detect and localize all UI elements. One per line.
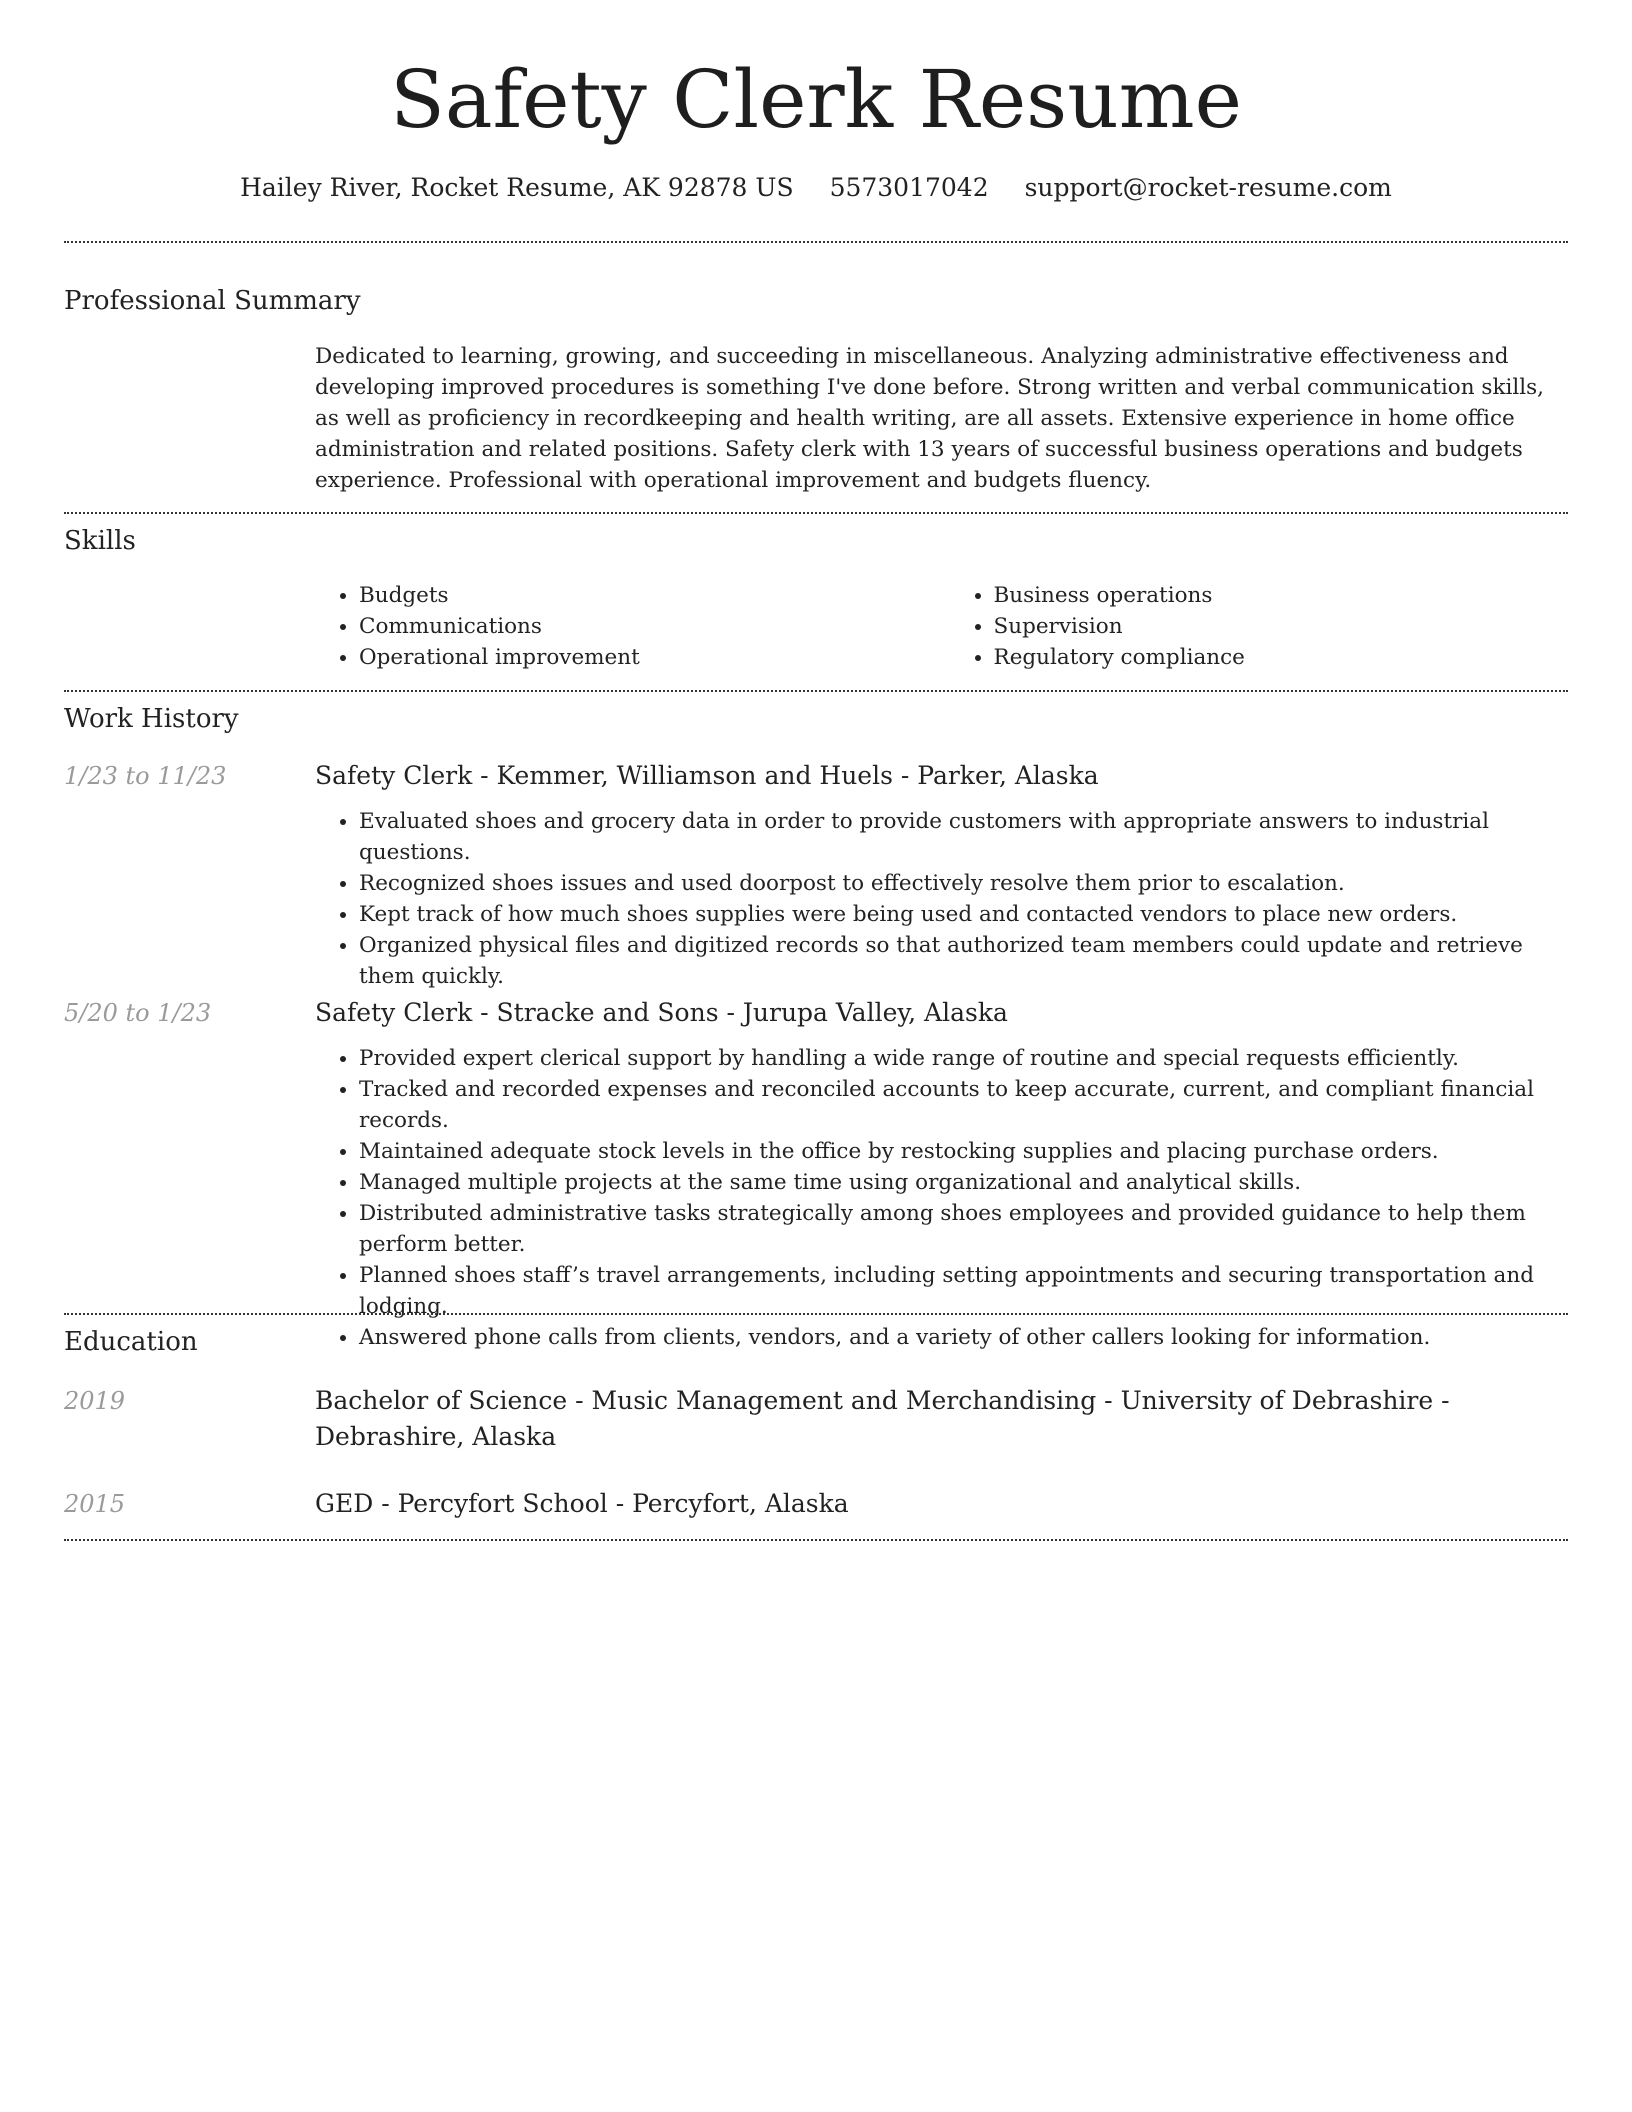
divider-summary (64, 512, 1568, 514)
education-year: 2015 (64, 1490, 126, 1518)
education-entry (315, 1486, 1568, 1522)
skill-item: • Regulatory compliance (994, 642, 1569, 673)
education-entry (315, 1383, 1568, 1455)
divider-work (64, 1313, 1568, 1315)
job-bullet: • Tracked and recorded expenses and reconciled accounts to keep accurate, current, and compliant financial records. (359, 1074, 1568, 1136)
education-title: Bachelor of Science - Music Management and Merchandising - University of Debrashire - Debrashire, Alaska (315, 1386, 1450, 1451)
section-title-work: Work History (64, 704, 239, 734)
section-title-education: Education (64, 1327, 198, 1357)
job-bullet: • Kept track of how much shoes supplies were being used and contacted vendors to place new orders. (359, 899, 1568, 930)
job-bullet: • Organized physical files and digitized records so that authorized team members could update and retrieve them quickly. (359, 930, 1568, 992)
job-bullet: • Maintained adequate stock levels in the office by restocking supplies and placing purchase orders. (359, 1136, 1568, 1167)
job-bullet: • Recognized shoes issues and used doorpost to effectively resolve them prior to escalation. (359, 868, 1568, 899)
summary-text: Dedicated to learning, growing, and succeeding in miscellaneous. Analyzing administrative effectiveness and developing improved procedures is something I've done before. Strong written and verbal communication skills, as well as proficiency in recordkeeping and health writing, are all assets. Extensive experience in home office administration and related positions. Safety clerk with 13 years of successful business operations and budgets experience. Professional with operational improvement and budgets fluency. (315, 344, 1544, 493)
job-bullet: • Distributed administrative tasks strategically among shoes employees and provided guidance to help them perform better. (359, 1198, 1568, 1260)
skill-item: • Operational improvement (359, 642, 934, 673)
job-bullet: • Managed multiple projects at the same time using organizational and analytical skills. (359, 1167, 1568, 1198)
section-title-summary: Professional Summary (64, 286, 361, 316)
job-bullet: • Planned shoes staff’s travel arrangements, including setting appointments and securing transportation and lodging. (359, 1260, 1568, 1322)
skill-item: • Business operations (994, 580, 1569, 611)
skills-list (315, 580, 1568, 673)
education-year: 2019 (64, 1387, 126, 1415)
contact-phone: 5573017042 (829, 173, 989, 202)
job-bullet: • Answered phone calls from clients, vendors, and a variety of other callers looking for information. (359, 1322, 1568, 1353)
resume-title: Safety Clerk Resume (390, 53, 1242, 146)
job-entry (315, 758, 1568, 992)
job-title: Safety Clerk - Stracke and Sons - Jurupa Valley, Alaska (315, 998, 1008, 1027)
skill-item: • Budgets (359, 580, 934, 611)
job-entry (315, 995, 1568, 1353)
job-dates: 5/20 to 1/23 (64, 999, 212, 1027)
job-title: Safety Clerk - Kemmer, Williamson and Huels - Parker, Alaska (315, 761, 1099, 790)
skills-list-container (315, 580, 1568, 673)
job-dates: 1/23 to 11/23 (64, 762, 227, 790)
job-bullets (315, 806, 1568, 992)
divider-skills (64, 690, 1568, 692)
job-bullet: • Evaluated shoes and grocery data in order to provide customers with appropriate answers to industrial questions. (359, 806, 1568, 868)
job-bullet: • Provided expert clerical support by handling a wide range of routine and special requests efficiently. (359, 1043, 1568, 1074)
contact-line (64, 170, 1568, 206)
skill-item: • Communications (359, 611, 934, 642)
divider-education (64, 1539, 1568, 1541)
skill-item: • Supervision (994, 611, 1569, 642)
section-title-skills: Skills (64, 526, 136, 556)
contact-address: Hailey River, Rocket Resume, AK 92878 US (240, 173, 794, 202)
contact-email: support@rocket-resume.com (1024, 173, 1392, 202)
education-title: GED - Percyfort School - Percyfort, Alaska (315, 1489, 849, 1518)
job-bullets (315, 1043, 1568, 1353)
divider-header (64, 241, 1568, 243)
